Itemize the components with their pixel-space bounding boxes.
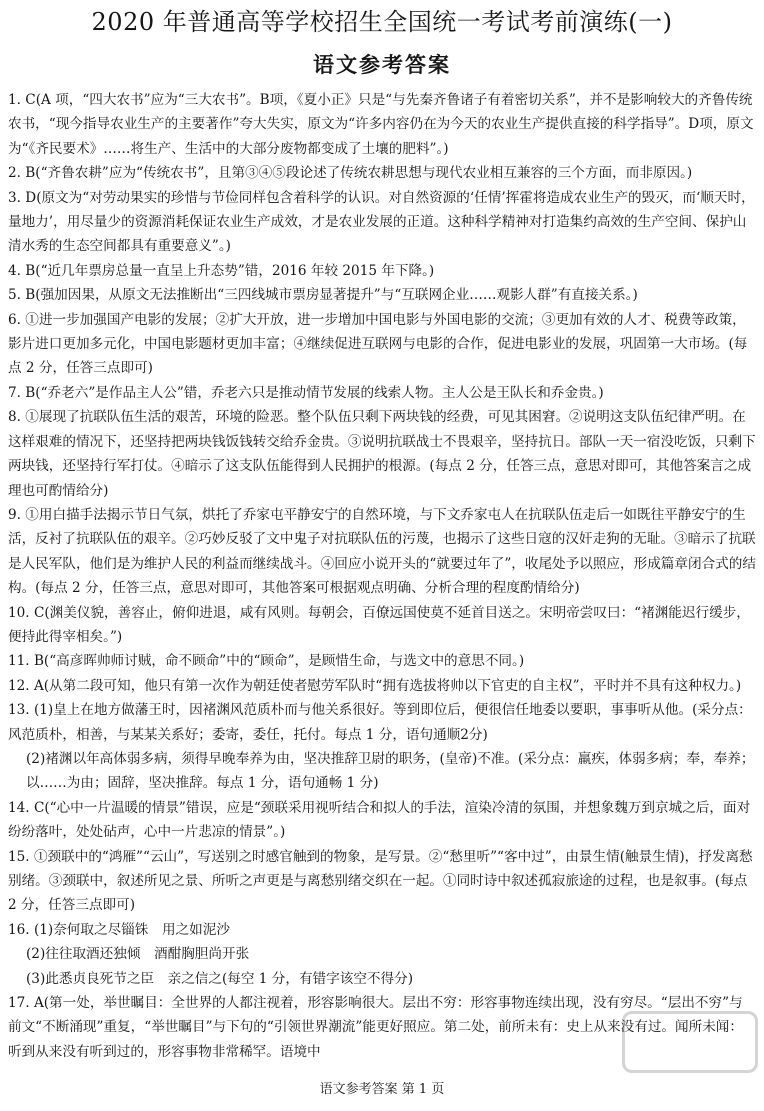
answer-item <box>8 283 756 307</box>
answer-text: 3. D(原文为“对劳动果实的珍惜与节俭同样包含着科学的认识。对自然资源的‘任情’挥霍将造成农业生产的毁灭，而‘顺天时，量地力’，用尽量少的资源消耗保证农业生产成效，才是农业发展的正道。这种科学精神对打造集约高效的生产空间、保护山清水秀的生态空间都具有重要意义”。) <box>8 189 755 255</box>
answer-item <box>8 991 756 1064</box>
answer-text: 12. A(从第二段可知，他只有第一次作为朝廷使者慰劳军队时“拥有选拔将帅以下官吏的自主权”，平时并不具有这种权力。) <box>8 677 742 694</box>
answer-text: 17. A(第一处，举世瞩目：全世界的人都注视着，形容影响很大。层出不穷：形容事物连续出现，没有穷尽。“层出不穷”与前文“不断涌现”重复，“举世瞩目”与下句的“引领世界潮流”能更好照应。第二处，前所未有：史上从来没有过。闻所未闻：听到从来没有听到过的，形容事物非常稀罕。语境中 <box>8 995 743 1060</box>
page-footer: 语文参考答案 第 1 页 <box>319 1082 445 1097</box>
answer-text: 7. B(“乔老六”是作品主人公”错，乔老六只是推动情节发展的线索人物。主人公是王队长和乔金贵。) <box>8 384 604 401</box>
answer-text: 4. B(“近几年票房总量一直呈上升态势”错，2016 年较 2015 年下降。) <box>8 262 435 279</box>
answer-item <box>8 601 756 650</box>
answer-text: 16. (1)奈何取之尽锱铢 用之如泥沙 <box>8 921 230 938</box>
answer-text: 6. ①进一步加强国产电影的发展；②扩大开放，进一步增加中国电影与外国电影的交流；③更加有效的人才、税费等政策，影片进口更加多元化，中国电影题材更加丰富；④继续促进互联网与电影的合作，促进电影业的发展，巩固第一大市场。(每点 2 分，任答三点即可) <box>8 311 748 377</box>
page-title: 2020 年普通高等学校招生全国统一考试考前演练(一) <box>91 8 673 36</box>
answer-item <box>8 967 756 991</box>
answer-item <box>8 161 756 185</box>
answer-text: 13. (1)皇上在地方做藩王时，因褚渊风范质朴而与他关系很好。等到即位后，便很信任地委以要职，事事听从他。(采分点：风范质朴，相善，与某某关系好；委寄，委任，托付。每点 1 分，语句通顺2分) <box>8 702 752 743</box>
answer-text: (3)此悉贞良死节之臣 亲之信之(每空 1 分，有错字该空不得分) <box>26 970 413 987</box>
answer-item <box>8 308 756 381</box>
answer-item <box>8 405 756 503</box>
answer-item <box>8 918 756 942</box>
answer-text: 1. C(A 项，“四大农书”应为“三大农书”。B项，《夏小正》只是“与先秦齐鲁诸子有着密切关系”，并不是影响较大的齐鲁传统农书，“现今指导农业生产的主要著作”夸大失实，原文为“许多内容仍在为今天的农业生产提供直接的科学指导”。D项，原文为“《齐民要术》……将生产、生活中的大部分废物都变成了土壤的肥料”。) <box>8 92 754 157</box>
answer-item <box>8 186 756 259</box>
answer-list <box>8 88 756 1064</box>
answer-item <box>8 674 756 698</box>
answer-text: (2)往往取酒还独倾 酒酣胸胆尚开张 <box>26 946 250 963</box>
answer-item <box>8 649 756 673</box>
answer-text: (2)褚渊以年高体弱多病，须得早晚奉养为由，坚决推辞卫尉的职务，(皇帝)不准。(采分点：羸疾，体弱多病；奉，奉养；以……为由；固辞，坚决推辞。每点 1 分，语句通畅 1 分) <box>26 750 755 792</box>
answer-text: 11. B(“高彦晖帅师讨贼，命不顾命”中的“顾命”，是顾惜生命，与选文中的意思不同。) <box>8 653 525 670</box>
page-subtitle: 语文参考答案 <box>313 53 451 77</box>
answer-item <box>8 698 756 747</box>
answer-item <box>8 796 756 845</box>
answer-text: 9. ①用白描手法揭示节日气氛，烘托了乔家屯平静安宁的自然环境，与下文乔家屯人在抗联队伍走后一如既往平静安宁的生活，反衬了抗联队伍的艰辛。②巧妙反驳了文中鬼子对抗联队伍的污蔑，也揭示了这些日寇的汉奸走狗的无耻。③暗示了抗联是人民军队，他们是为维护人民的利益而继续战斗。④回应小说开头的“就要过年了”，收尾处予以照应，形成篇章闭合式的结构。(每点 2 分，任答三点，意思对即可，其他答案可根据观点明确、分析合理的程度酌情给分) <box>8 506 756 597</box>
answer-item <box>8 503 756 601</box>
answer-item <box>8 942 756 966</box>
answer-text: 14. C(“心中一片温暖的情景”错误，应是“颈联采用视听结合和拟人的手法，渲染冷清的氛围，并想象魏万到京城之后，面对纷纷落叶，处处砧声，心中一片悲凉的情景”。) <box>8 799 751 841</box>
answer-text: 2. B(“齐鲁农耕”应为“传统农书”，且第③④⑤段论述了传统农耕思想与现代农业相互兼容的三个方面，而非原因。) <box>8 165 693 182</box>
answer-item <box>8 381 756 405</box>
answer-item <box>8 88 756 161</box>
answer-item <box>8 845 756 918</box>
answer-text: 15. ①颈联中的“鸿雁”“云山”，写送别之时感官触到的物象，是写景。②“愁里听”“客中过”，由景生情(触景生情)，抒发离愁别绪。③颈联中，叙述所见之景、所听之声更是与离愁别绪交织在一起。①同时诗中叙述孤寂旅途的过程，也是叙事。(每点 2 分，任答三点即可) <box>8 848 753 914</box>
answer-text: 8. ①展现了抗联队伍生活的艰苦，环境的险恶。整个队伍只剩下两块钱的经费，可见其困窘。②说明这支队伍纪律严明。在这样艰难的情况下，还坚持把两块钱饭钱转交给乔金贵。③说明抗联战士不畏艰辛，坚持抗日。部队一天一宿没吃饭，只剩下两块钱，还坚持行军打仗。④暗示了这支队伍能得到人民拥护的根源。(每点 2 分，任答三点，意思对即可，其他答案言之成理也可酌情给分) <box>8 409 756 499</box>
answer-text: 5. B(强加因果，从原文无法推断出“三四线城市票房显著提升”与“互联网企业……观影人群”有直接关系。) <box>8 287 638 304</box>
answer-item <box>8 259 756 283</box>
answer-text: 10. C(渊美仪貌，善容止，俯仰进退，咸有风则。每朝会，百僚远国使莫不延首目送之。宋明帝尝叹曰：“褚渊能迟行缓步，便持此得宰相矣。”) <box>8 604 750 645</box>
answer-item <box>8 747 756 796</box>
